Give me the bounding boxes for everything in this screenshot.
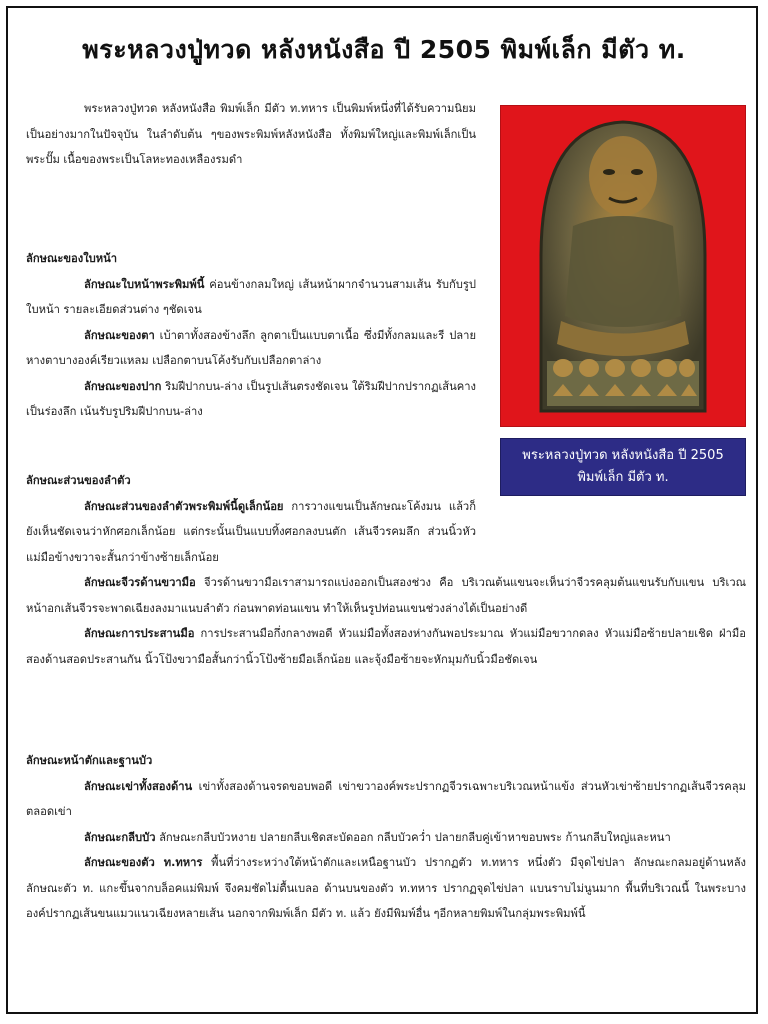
- section-paragraph: ลักษณะกลีบบัว ลักษณะกลีบบัวหงาย ปลายกลีบเชิดสะบัดออก กลีบบัวคว่ำ ปลายกลีบคู่เข้าหาขอบพระ ก้านกลีบใหญ่และหนา: [84, 830, 671, 844]
- section-paragraph: ลักษณะของตา เบ้าตาทั้งสองข้างลึก ลูกตาเป็นแบบตาเนื้อ ซึ่งมีทั้งกลมและรี ปลายหางตาบางองค์เรียวแหลม เปลือกตาบนโค้งรับกับเปลือกตาล่าง: [26, 328, 476, 367]
- section-paragraph: ลักษณะการประสานมือ การประสานมือกึ่งกลางพอดี หัวแม่มือทั้งสองห่างกันพอประมาณ หัวแม่มือขวากดลง หัวแม่มือซ้ายปลายเชิด ฝ่ามือสองด้านสอดประสานกัน นิ้วโป้งขวามือสั้นกว่านิ้วโป้งซ้ายมือเล็กน้อย และจุ้งมือซ้ายจะหักมุมกับนิ้วมือชัดเจน: [26, 627, 746, 666]
- section-lap-base: [26, 748, 746, 927]
- section-paragraph: ลักษณะเข่าทั้งสองด้าน เข่าทั้งสองด้านจรดขอบพอดี เข่าขวาองค์พระปรากฏจีวรเฉพาะบริเวณหน้าแข้ง ส่วนหัวเข่าซ้ายปรากฏเส้นจีวรคลุมตลอดเข่า: [26, 779, 746, 818]
- section-paragraph: ลักษณะของตัว ท.ทหาร พื้นที่ว่างระหว่างใต้หน้าตักและเหนือฐานบัว ปรากฏตัว ท.ทหาร หนึ่งตัว มีจุดไข่ปลา ลักษณะกลมอยู่ด้านหลัง ลักษณะตัว ท. แกะขึ้นจากบล็อคแม่พิมพ์ จึงคมชัดไม่ตื้นเบลอ ด้านบนของตัว ท.ทหาร ปรากฏจุดไข่ปลา แบนราบไม่นูนมาก พื้นที่บริเวณนี้ ในพระบางองค์ปรากฏเส้นขนแมวแนวเฉียงหลายเส้น นอกจากพิมพ์เล็ก มีตัว ท. แล้ว ยังมีพิมพ์อื่น ๆอีกหลายพิมพ์ในกลุ่มพระพิมพ์นี้: [26, 856, 747, 920]
- section-body: [26, 468, 746, 672]
- section-heading: ลักษณะของใบหน้า: [26, 252, 118, 265]
- section-paragraph: ลักษณะใบหน้าพระพิมพ์นี้ ค่อนข้างกลมใหญ่ เส้นหน้าผากจำนวนสามเส้น รับกับรูปใบหน้า รายละเอียดส่วนต่าง ๆชัดเจน: [26, 277, 476, 316]
- page-frame: [6, 6, 758, 1014]
- page-title: พระหลวงปู่ทวด หลังหนังสือ ปี 2505 พิมพ์เล็ก มีตัว ท.: [82, 35, 686, 64]
- section-paragraph: ลักษณะส่วนของลำตัวพระพิมพ์นี้ดูเล็กน้อย การวางแขนเป็นลักษณะโค้งมน แล้วก็ยังเห็นชัดเจนว่าหักศอกเล็กน้อย แต่กระนั้นเป็นแบบทิ้งศอกลงบนตัก เส้นจีวรคมลึก ส่วนนิ้วหัวแม่มือข้างขวาจะสั้นกว่าข้างซ้ายเล็กน้อย: [26, 499, 476, 564]
- section-paragraph: ลักษณะจีวรด้านขวามือ จีวรด้านขวามือเราสามารถแบ่งออกเป็นสองช่วง คือ บริเวณต้นแขนจะเห็นว่าจีวรคลุมต้นแขนรับกับแขน บริเวณหน้าอกเส้นจีวรจะพาดเฉียงลงมาแนบลำตัว ก่อนพาดท่อนแขน ทำให้เห็นรูปท่อนแขนช่วงล่างได้เป็นอย่างดี: [26, 576, 746, 615]
- caption-line-2: พิมพ์เล็ก มีตัว ท.: [577, 470, 669, 485]
- amulet-image: [501, 106, 745, 426]
- intro-block: [26, 96, 476, 173]
- amulet-photo: [500, 105, 746, 427]
- section-heading: ลักษณะส่วนของลำตัว: [26, 474, 131, 487]
- caption-line-1: พระหลวงปู่ทวด หลังหนังสือ ปี 2505: [522, 448, 724, 463]
- intro-paragraph: พระหลวงปู่ทวด หลังหนังสือ พิมพ์เล็ก มีตัว ท.ทหาร เป็นพิมพ์หนึ่งที่ได้รับความนิยมเป็นอย่างมากในปัจจุบัน ในลำดับต้น ๆของพระพิมพ์หลังหนังสือ ทั้งพิมพ์ใหญ่และพิมพ์เล็กเป็นพระปั๊ม เนื้อของพระเป็นโลหะทองเหลืองรมดำ: [26, 102, 476, 166]
- section-heading: ลักษณะหน้าตักและฐานบัว: [26, 754, 153, 767]
- section-face: [26, 246, 476, 425]
- section-paragraph: ลักษณะของปาก ริมฝีปากบน-ล่าง เป็นรูปเส้นตรงชัดเจน ใต้ริมฝีปากปรากฏเส้นคางเป็นร่องลึก เน้นรับรูปริมฝีปากบน-ล่าง: [26, 379, 476, 418]
